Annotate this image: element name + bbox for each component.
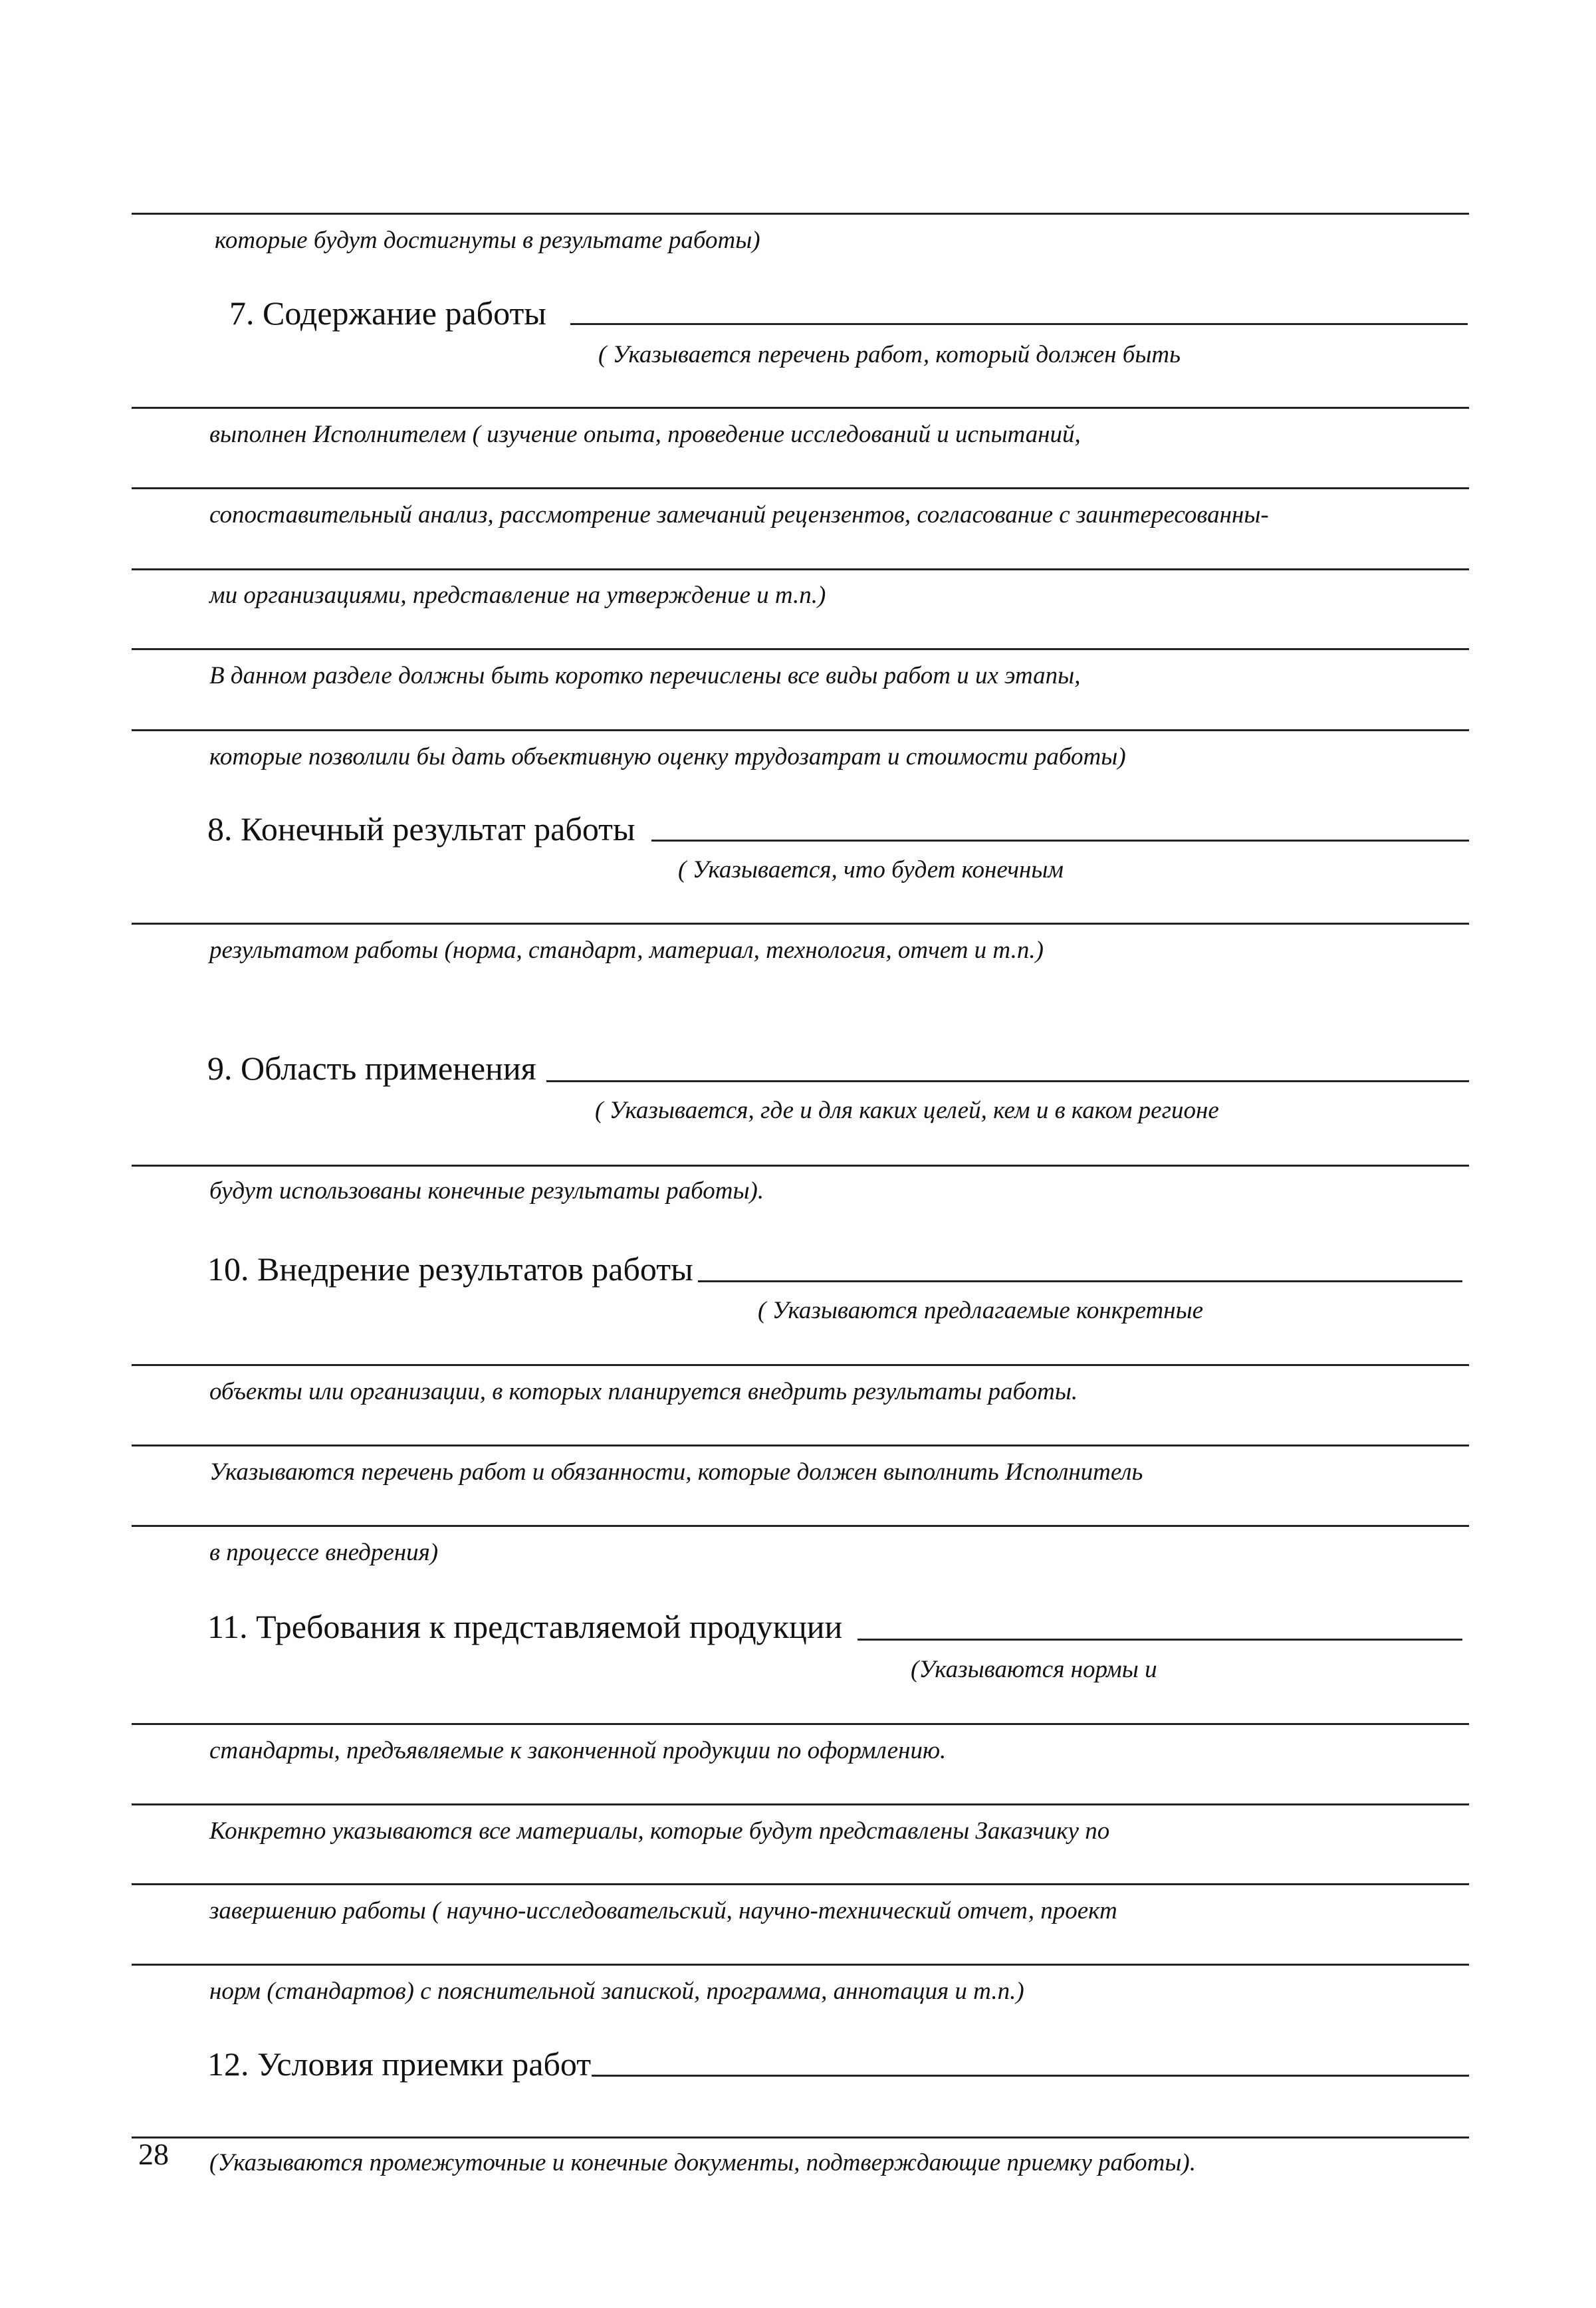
section-7-fill-line <box>570 323 1468 325</box>
note-line: сопоставительный анализ, рассмотрение замечаний рецензентов, согласование с заинтересованны- <box>209 501 1269 528</box>
section-7-title: 7. Содержание работы <box>229 294 546 332</box>
note-line: норм (стандартов) с пояснительной запиской, программа, аннотация и т.п.) <box>209 1978 1024 2005</box>
section-10-title: 10. Внедрение результатов работы <box>207 1250 693 1288</box>
section-8-fill-line <box>651 840 1469 842</box>
fill-rule <box>132 407 1469 409</box>
section-11-title: 11. Требования к представляемой продукции <box>207 1608 843 1645</box>
fill-rule <box>132 1364 1469 1366</box>
note-line: результатом работы (норма, стандарт, материал, технология, отчет и т.п.) <box>209 937 1044 964</box>
fill-rule <box>132 1883 1469 1885</box>
section-12-title: 12. Условия приемки работ <box>207 2045 592 2083</box>
fill-rule <box>132 568 1469 570</box>
fill-rule <box>132 1803 1469 1805</box>
fill-rule <box>132 1444 1469 1446</box>
note-line: ( Указывается, где и для каких целей, кем и в каком регионе <box>595 1097 1219 1124</box>
note-line: которые позволили бы дать объективную оценку трудозатрат и стоимости работы) <box>209 743 1126 770</box>
note-line: (Указываются промежуточные и конечные документы, подтверждающие приемку работы). <box>209 2149 1196 2176</box>
note-line: ( Указывается перечень работ, который должен быть <box>598 341 1181 368</box>
fill-rule <box>132 1525 1469 1527</box>
fill-rule <box>132 648 1469 650</box>
page-number: 28 <box>138 2137 169 2171</box>
section-8-title: 8. Конечный результат работы <box>207 810 635 848</box>
section-9-fill-line <box>546 1080 1469 1082</box>
section-10-fill-line <box>698 1280 1462 1282</box>
note-line: в процессе внедрения) <box>209 1539 439 1566</box>
fill-rule <box>132 2136 1469 2138</box>
note-line: ( Указывается, что будет конечным <box>678 856 1064 883</box>
note-line: будут использованы конечные результаты работы). <box>209 1177 764 1205</box>
note-line: В данном разделе должны быть коротко перечислены все виды работ и их этапы, <box>209 662 1081 689</box>
note-line: (Указываются нормы и <box>911 1656 1157 1683</box>
note-line: Указываются перечень работ и обязанности, которые должен выполнить Исполнитель <box>209 1458 1143 1486</box>
note-line: которые будут достигнуты в результате работы) <box>215 227 760 254</box>
fill-rule <box>132 487 1469 489</box>
note-line: ми организациями, представление на утверждение и т.п.) <box>209 582 826 609</box>
fill-rule <box>132 213 1469 215</box>
section-12-fill-line <box>592 2075 1469 2077</box>
section-11-fill-line <box>857 1639 1462 1641</box>
note-line: стандарты, предъявляемые к законченной продукции по оформлению. <box>209 1737 947 1764</box>
fill-rule <box>132 1723 1469 1725</box>
fill-rule <box>132 1165 1469 1167</box>
note-line: выполнен Исполнителем ( изучение опыта, проведение исследований и испытаний, <box>209 421 1081 448</box>
fill-rule <box>132 729 1469 731</box>
section-9-title: 9. Область применения <box>207 1050 536 1087</box>
note-line: Конкретно указываются все материалы, которые будут представлены Заказчику по <box>209 1817 1110 1845</box>
note-line: ( Указываются предлагаемые конкретные <box>758 1297 1204 1324</box>
note-line: завершению работы ( научно-исследовательский, научно-технический отчет, проект <box>209 1897 1117 1924</box>
fill-rule <box>132 1964 1469 1966</box>
fill-rule <box>132 923 1469 925</box>
note-line: объекты или организации, в которых планируется внедрить результаты работы. <box>209 1378 1078 1405</box>
